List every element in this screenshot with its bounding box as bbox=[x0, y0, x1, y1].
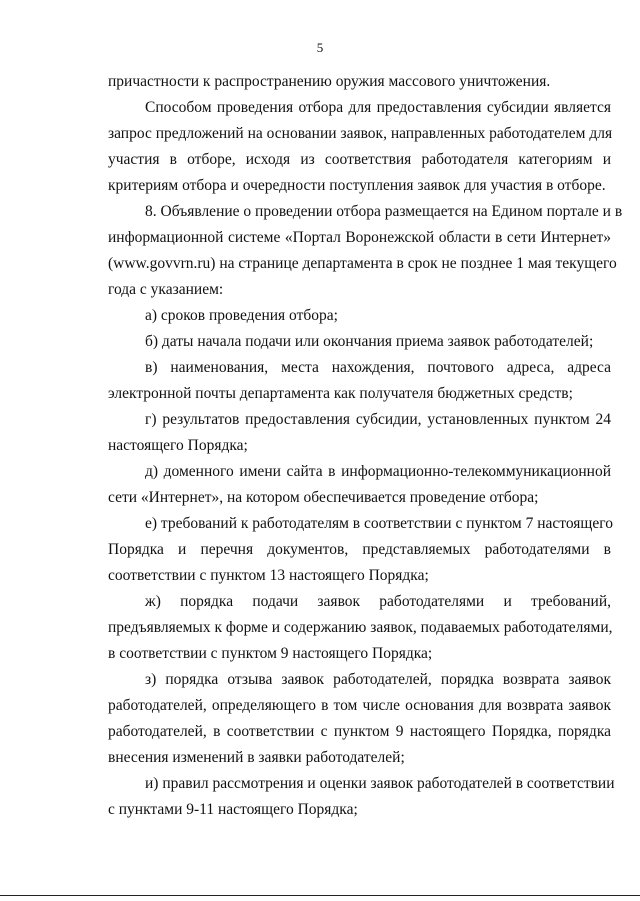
page-bottom-edge bbox=[0, 895, 640, 896]
text-line: з) порядка отзыва заявок работодателей, порядка возврата заявок bbox=[145, 671, 611, 688]
text-line: предъявляемых к форме и содержанию заявок, подаваемых работодателями, bbox=[108, 619, 613, 636]
page-number: 5 bbox=[316, 40, 324, 55]
text-line: работодателей, определяющего в том числе основания для возврата заявок bbox=[108, 697, 611, 714]
text-line: запрос предложений на основании заявок, направленных работодателем для bbox=[108, 125, 613, 142]
text-line: года с указанием: bbox=[108, 281, 224, 298]
text-line: б) даты начала подачи или окончания приема заявок работодателей; bbox=[145, 333, 594, 350]
text-line: и) правил рассмотрения и оценки заявок работодателей в соответствии bbox=[145, 775, 615, 792]
text-line: электронной почты департамента как получателя бюджетных средств; bbox=[108, 385, 573, 402]
text-line: с пунктами 9-11 настоящего Порядка; bbox=[108, 801, 358, 818]
text-line: г) результатов предоставления субсидии, установленных пунктом 24 bbox=[145, 411, 611, 428]
text-line: причастности к распространению оружия массового уничтожения. bbox=[108, 73, 551, 90]
text-line: 8. Объявление о проведении отбора размещается на Едином портале и в bbox=[145, 203, 623, 220]
text-line: соответствии с пунктом 13 настоящего Порядка; bbox=[108, 567, 429, 584]
text-line: настоящего Порядка; bbox=[108, 437, 248, 454]
text-line: ж) порядка подачи заявок работодателями и требований, bbox=[145, 593, 611, 610]
text-line: сети «Интернет», на котором обеспечивается проведение отбора; bbox=[108, 489, 539, 506]
text-line: Порядка и перечня документов, представляемых работодателями в bbox=[108, 541, 611, 558]
text-line: внесения изменений в заявки работодателей; bbox=[108, 749, 405, 766]
text-line: участия в отборе, исходя из соответствия работодателя категориям и bbox=[108, 151, 611, 168]
text-line: д) доменного имени сайта в информационно-телекоммуникационной bbox=[145, 463, 611, 480]
text-line: Способом проведения отбора для предоставления субсидии является bbox=[145, 99, 611, 116]
text-line: а) сроков проведения отбора; bbox=[145, 307, 338, 324]
text-line: (www.govvrn.ru) на странице департамента в срок не позднее 1 мая текущего bbox=[108, 255, 617, 272]
text-line: информационной системе «Портал Воронежской области в сети Интернет» bbox=[108, 229, 611, 246]
text-line: в) наименования, места нахождения, почтового адреса, адреса bbox=[145, 359, 611, 376]
text-line: е) требований к работодателям в соответствии с пунктом 7 настоящего bbox=[145, 515, 613, 532]
text-line: работодателей, в соответствии с пунктом 9 настоящего Порядка, порядка bbox=[108, 723, 611, 740]
text-line: в соответствии с пунктом 9 настоящего Порядка; bbox=[108, 645, 433, 662]
text-line: критериям отбора и очередности поступления заявок для участия в отборе. bbox=[108, 177, 606, 194]
